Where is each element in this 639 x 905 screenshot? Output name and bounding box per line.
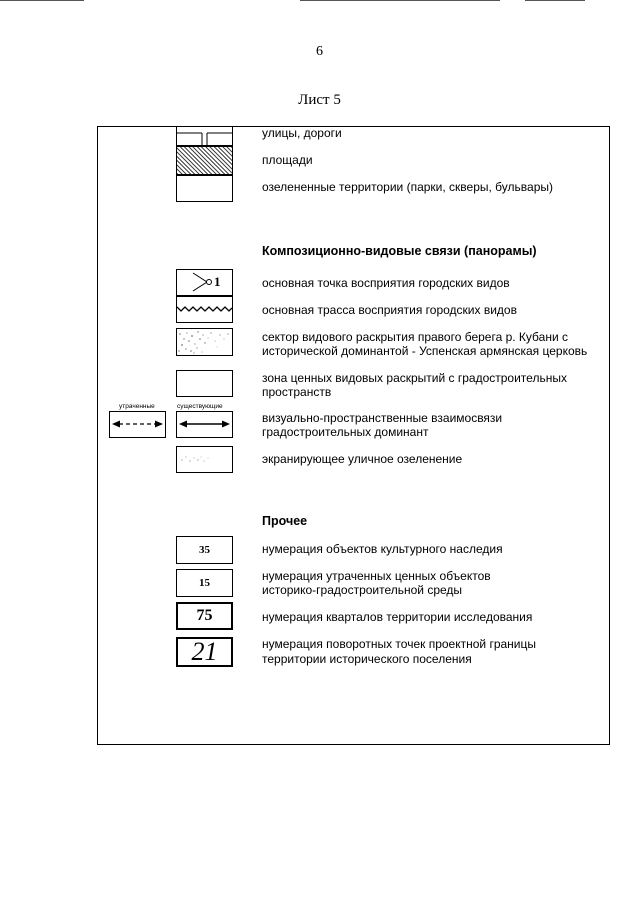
block-number-box: 75	[176, 602, 233, 630]
legend-label-screening-greenery: экранирующее уличное озеленение	[262, 452, 463, 466]
zigzag-route-icon	[177, 297, 232, 322]
turning-point-number-box: 21	[176, 637, 233, 667]
legend-label-view-point: основная точка восприятия городских видов	[262, 276, 510, 290]
legend-label-view-route: основная трасса восприятия городских видов	[262, 303, 517, 317]
legend-label-streets: улицы, дороги	[262, 126, 342, 140]
view-point-symbol	[176, 269, 233, 296]
sheet-title: Лист 5	[298, 92, 341, 108]
dashed-double-arrow-icon	[110, 412, 165, 437]
legend-label-lost-objects-line2: историко-градостроительной среды	[262, 583, 463, 597]
lost-link-caption: утраченные	[119, 403, 155, 410]
existing-link-caption: существующие	[177, 403, 223, 410]
view-sector-symbol	[176, 328, 233, 356]
legend-label-green-areas: озелененные территории (парки, скверы, бульвары)	[262, 180, 553, 194]
legend-label-view-sector-line2: исторической доминантой - Успенская армянская церковь	[262, 344, 588, 358]
green-areas-symbol	[176, 175, 233, 202]
lost-objects-number-box: 15	[176, 569, 233, 597]
streets-symbol	[176, 126, 233, 146]
legend-label-view-sector-line1: сектор видового раскрытия правого берега р. Кубани с	[262, 330, 568, 344]
legend-label-heritage-numbering: нумерация объектов культурного наследия	[262, 542, 503, 556]
speckle-texture-icon	[177, 329, 232, 355]
view-point-number: 1	[214, 274, 221, 289]
solid-double-arrow-icon	[177, 412, 232, 437]
header-rule-right	[525, 0, 585, 1]
squares-symbol	[176, 146, 233, 175]
legend-label-block-numbering: нумерация кварталов территории исследования	[262, 610, 533, 624]
legend-label-view-zone-line1: зона ценных видовых раскрытий с градостроительных	[262, 371, 567, 385]
header-rule-mid	[300, 0, 500, 1]
legend-label-squares: площади	[262, 153, 313, 167]
page-number: 6	[316, 44, 323, 59]
header-rule-left	[0, 0, 84, 1]
heritage-number-box: 35	[176, 536, 233, 564]
existing-visual-link-symbol	[176, 411, 233, 438]
valuable-view-zone-symbol	[176, 370, 233, 397]
panoramas-heading: Композиционно-видовые связи (панорамы)	[262, 244, 537, 258]
legend-label-lost-objects-line1: нумерация утраченных ценных объектов	[262, 569, 491, 583]
legend-label-visual-links-line2: градостроительных доминант	[262, 425, 429, 439]
view-route-symbol	[176, 296, 233, 323]
legend-label-view-zone-line2: пространств	[262, 385, 332, 399]
legend-label-turning-points-line2: территории исторического поселения	[262, 652, 472, 666]
lost-visual-link-symbol	[109, 411, 166, 438]
other-heading: Прочее	[262, 514, 308, 528]
view-point-icon	[177, 270, 232, 295]
street-crossing-icon	[176, 126, 233, 146]
screening-greenery-symbol	[176, 446, 233, 473]
faint-speckle-icon	[177, 447, 232, 472]
legend-label-visual-links-line1: визуально-пространственные взаимосвязи	[262, 411, 503, 425]
legend-frame	[97, 126, 610, 745]
legend-label-turning-points-line1: нумерация поворотных точек проектной границы	[262, 637, 536, 651]
